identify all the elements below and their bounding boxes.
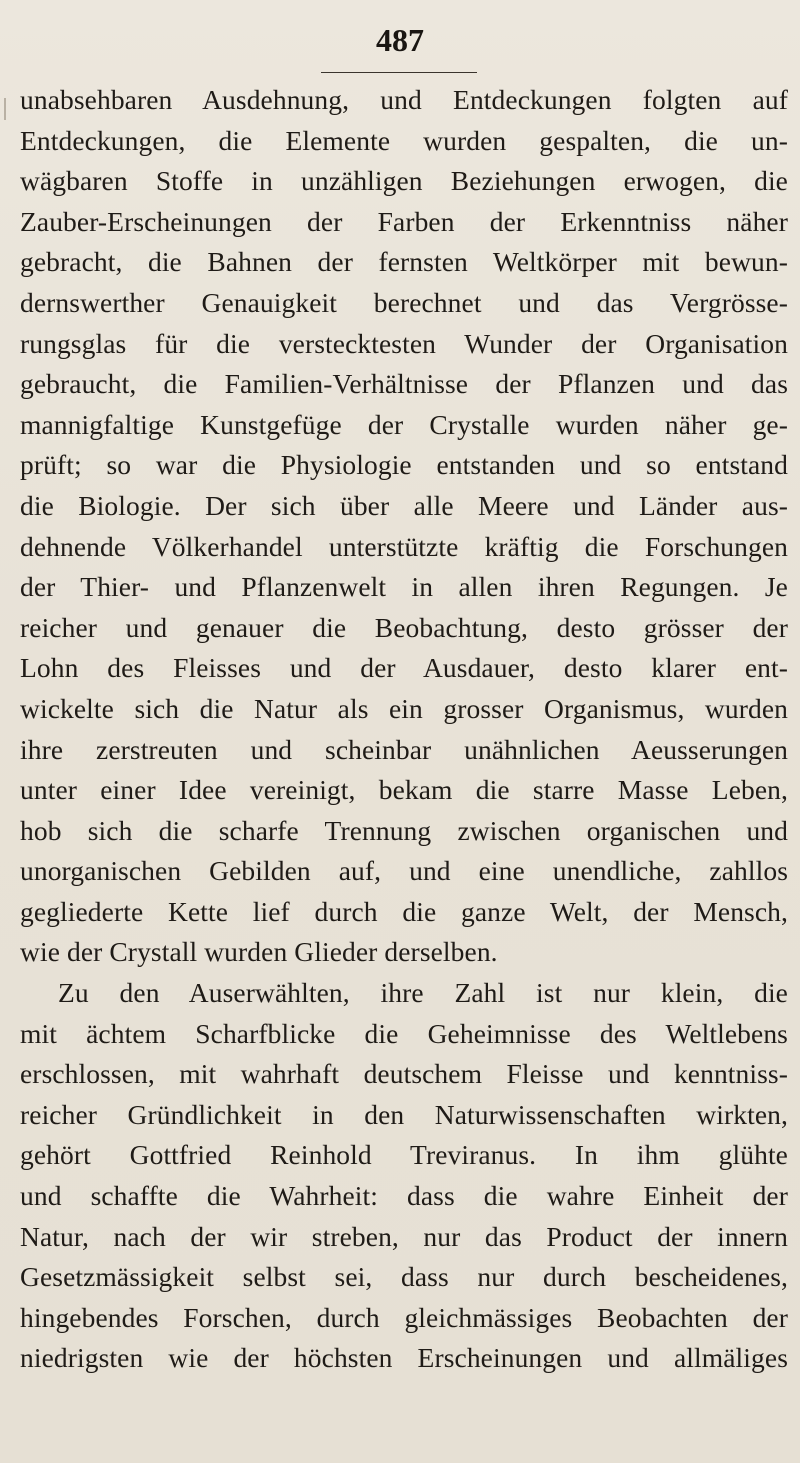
text-line: hob sich die scharfe Trennung zwischen organischen und bbox=[20, 814, 788, 846]
text-line: niedrigsten wie der höchsten Erscheinungen und allmäliges bbox=[20, 1342, 788, 1374]
text-line: gebraucht, die Familien-Verhältnisse der Pflanzen und das bbox=[20, 368, 788, 400]
text-line: ihre zerstreuten und scheinbar unähnlichen Aeusserungen bbox=[20, 733, 788, 765]
text-line: mannigfaltige Kunstgefüge der Crystalle wurden näher ge- bbox=[20, 408, 788, 440]
text-line: Natur, nach der wir streben, nur das Product der innern bbox=[20, 1220, 788, 1252]
text-line: mit ächtem Scharfblicke die Geheimnisse des Weltlebens bbox=[20, 1017, 788, 1049]
text-line: Entdeckungen, die Elemente wurden gespalten, die un- bbox=[20, 124, 788, 156]
text-line: unter einer Idee vereinigt, bekam die starre Masse Leben, bbox=[20, 774, 788, 806]
text-line: wägbaren Stoffe in unzähligen Beziehungen erwogen, die bbox=[20, 165, 788, 197]
text-line: dernswerther Genauigkeit berechnet und das Vergrösse- bbox=[20, 286, 788, 318]
text-line: dehnende Völkerhandel unterstützte kräftig die Forschungen bbox=[20, 530, 788, 562]
text-line: und schaffte die Wahrheit: dass die wahre Einheit der bbox=[20, 1180, 788, 1212]
text-line: die Biologie. Der sich über alle Meere und Länder aus- bbox=[20, 489, 788, 521]
text-line: unorganischen Gebilden auf, und eine unendliche, zahllos bbox=[20, 855, 788, 887]
text-line: erschlossen, mit wahrhaft deutschem Fleisse und kenntniss- bbox=[20, 1058, 788, 1090]
text-line: reicher und genauer die Beobachtung, desto grösser der bbox=[20, 611, 788, 643]
text-line: wickelte sich die Natur als ein grosser Organismus, wurden bbox=[20, 692, 788, 724]
header-rule bbox=[321, 72, 477, 73]
text-line: gehört Gottfried Reinhold Treviranus. In ihm glühte bbox=[20, 1139, 788, 1171]
margin-mark bbox=[4, 98, 6, 120]
text-line: Zauber-Erscheinungen der Farben der Erkenntniss näher bbox=[20, 205, 788, 237]
paragraph-end-line: wie der Crystall wurden Glieder derselben. bbox=[20, 936, 498, 968]
text-line: prüft; so war die Physiologie entstanden und so entstand bbox=[20, 449, 788, 481]
text-line: gegliederte Kette lief durch die ganze Welt, der Mensch, bbox=[20, 895, 788, 927]
body-text bbox=[20, 80, 788, 1379]
text-line: unabsehbaren Ausdehnung, und Entdeckungen folgten auf bbox=[20, 84, 788, 115]
text-line: hingebendes Forschen, durch gleichmässiges Beobachten der bbox=[20, 1301, 788, 1333]
text-line: reicher Gründlichkeit in den Naturwissenschaften wirkten, bbox=[20, 1098, 788, 1130]
text-line: der Thier- und Pflanzenwelt in allen ihren Regungen. Je bbox=[20, 571, 788, 603]
text-line: rungsglas für die verstecktesten Wunder der Organisation bbox=[20, 327, 788, 359]
text-line: gebracht, die Bahnen der fernsten Weltkörper mit bewun- bbox=[20, 246, 788, 278]
text-line: Lohn des Fleisses und der Ausdauer, desto klarer ent- bbox=[20, 652, 788, 684]
paragraph-start-line: Zu den Auserwählten, ihre Zahl ist nur klein, die bbox=[58, 977, 788, 1009]
text-line: Gesetzmässigkeit selbst sei, dass nur durch bescheidenes, bbox=[20, 1261, 788, 1293]
page-number: 487 bbox=[376, 22, 424, 58]
